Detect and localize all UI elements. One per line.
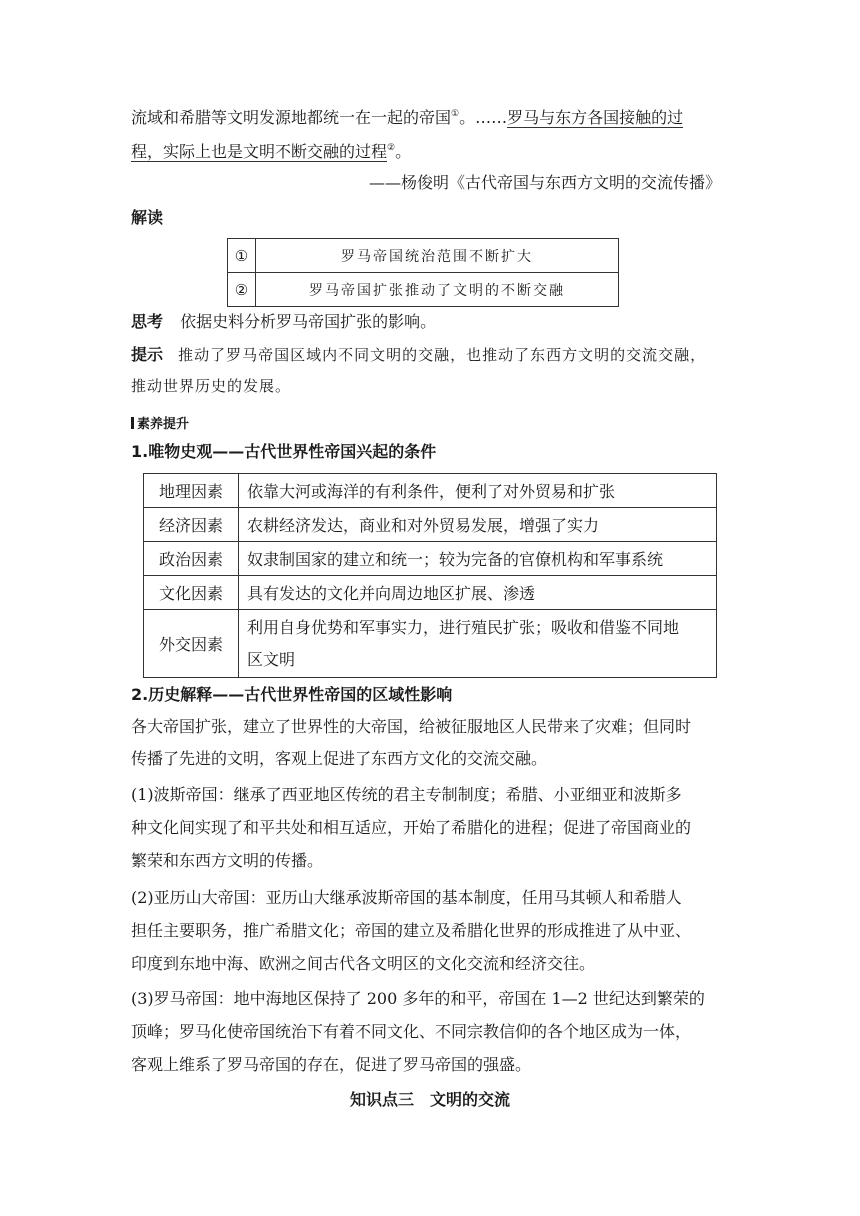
section1-title: 1.唯物史观——古代世界性帝国兴起的条件 <box>131 442 437 461</box>
footnote-marker: ② <box>387 143 396 153</box>
p1-line: (1)波斯帝国：继承了西亚地区传统的君主专制制度；希腊、小亚细亚和波斯多 <box>131 785 682 804</box>
tishi-line-1 <box>131 344 706 366</box>
quote-text: 。…… <box>459 108 508 127</box>
sikao-text: 依据史料分析罗马帝国扩张的影响。 <box>180 312 437 331</box>
factors-table <box>143 473 717 678</box>
section2-intro-1: 各大帝国扩张，建立了世界性的大帝国，给被征服地区人民带来了灾难；但同时 <box>131 717 692 736</box>
row-number: ② <box>228 273 256 307</box>
p1-line: 种文化间实现了和平共处和相互适应，开始了希腊化的进程；促进了帝国商业的 <box>131 818 692 837</box>
p1-line: 繁荣和东西方文明的传播。 <box>131 851 324 870</box>
factor-cell: 文化因素 <box>144 576 239 610</box>
quote-line-2 <box>131 137 411 163</box>
desc-cell: 具有发达的文化并向周边地区扩展、渗透 <box>239 576 717 610</box>
desc-cell: 农耕经济发达，商业和对外贸易发展，增强了实力 <box>239 508 717 542</box>
section3-title: 知识点三 文明的交流 <box>349 1090 510 1109</box>
tishi-label: 提示 <box>131 345 164 364</box>
table-row <box>144 610 717 678</box>
tishi-text: 推动了罗马帝国区域内不同文明的交融，也推动了东西方文明的交流交融， <box>178 346 707 364</box>
quote-line-1 <box>131 103 683 129</box>
table-row <box>144 474 717 508</box>
p2-line: 担任主要职务，推广希腊文化；帝国的建立及希腊化世界的形成推进了从中亚、 <box>131 921 692 940</box>
factor-cell: 政治因素 <box>144 542 239 576</box>
suyang-heading: 素养提升 <box>131 413 189 432</box>
quote-text: 。 <box>395 142 412 161</box>
desc-cell: 奴隶制国家的建立和统一；较为完备的官僚机构和军事系统 <box>239 542 717 576</box>
jiedu-label: 解读 <box>131 208 164 227</box>
desc-cell: 利用自身优势和军事实力，进行殖民扩张；吸收和借鉴不同地 区文明 <box>239 610 717 678</box>
p2-line: 印度到东地中海、欧洲之间古代各文明区的文化交流和经济交往。 <box>131 954 596 973</box>
table-row <box>228 239 619 273</box>
quote-source: ——杨俊明《古代帝国与东西方文明的交流传播》 <box>368 173 721 192</box>
footnote-marker: ① <box>451 109 460 119</box>
section2-intro-2: 传播了先进的文明，客观上促进了东西方文化的交流交融。 <box>131 749 548 768</box>
quote-underlined-text: 罗马与东方各国接触的过 <box>507 108 684 127</box>
row-text: 罗马帝国扩张推动了文明的不断交融 <box>256 273 619 307</box>
p3-line: (3)罗马帝国：地中海地区保持了 200 多年的和平，帝国在 1—2 世纪达到繁荣的 <box>131 989 705 1008</box>
sikao-line <box>131 311 436 333</box>
row-number: ① <box>228 239 256 273</box>
factor-cell: 地理因素 <box>144 474 239 508</box>
jiedu-table <box>227 238 619 307</box>
table-row <box>144 542 717 576</box>
p2-line: (2)亚历山大帝国：亚历山大继承波斯帝国的基本制度，任用马其顿人和希腊人 <box>131 888 682 907</box>
desc-cell: 依靠大河或海洋的有利条件，便利了对外贸易和扩张 <box>239 474 717 508</box>
quote-text: 流域和希腊等文明发源地都统一在一起的帝国 <box>131 108 452 127</box>
p3-line: 顶峰；罗马化使帝国统治下有着不同文化、不同宗教信仰的各个地区成为一体， <box>131 1022 692 1041</box>
sikao-label: 思考 <box>131 312 164 331</box>
factor-cell: 外交因素 <box>144 610 239 678</box>
section2-title: 2.历史解释——古代世界性帝国的区域性影响 <box>131 685 453 704</box>
p3-line: 客观上维系了罗马帝国的存在，促进了罗马帝国的强盛。 <box>131 1055 532 1074</box>
row-text: 罗马帝国统治范围不断扩大 <box>256 239 619 273</box>
table-row <box>144 576 717 610</box>
factor-cell: 经济因素 <box>144 508 239 542</box>
tishi-line-2: 推动世界历史的发展。 <box>131 377 292 395</box>
table-row <box>228 273 619 307</box>
table-row <box>144 508 717 542</box>
section-bar-icon <box>131 417 134 429</box>
quote-underlined-text: 程，实际上也是文明不断交融的过程 <box>131 142 388 161</box>
